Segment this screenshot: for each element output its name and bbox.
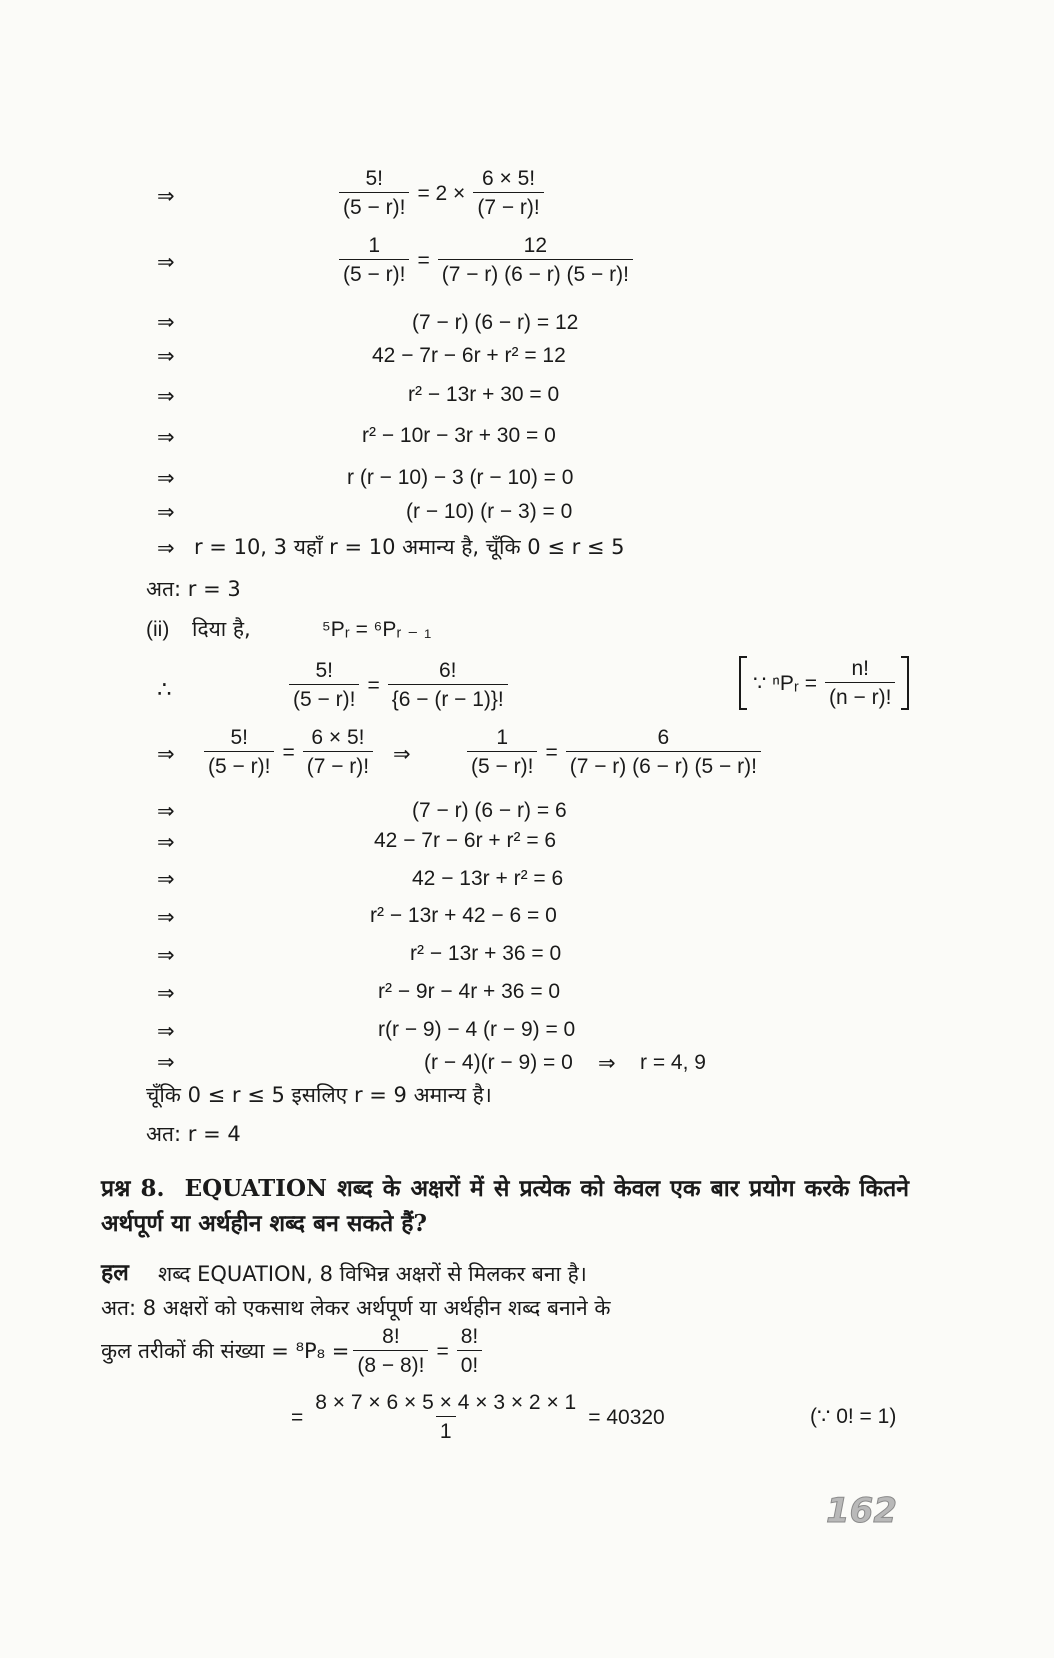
final-note: (∵ 0! = 1) [810, 1405, 897, 1428]
result-line: अत: r = 4 [146, 1122, 241, 1146]
denominator: (n − r)! [825, 682, 895, 708]
numerator: 6 × 5! [311, 726, 365, 749]
numerator: 8! [460, 1325, 479, 1348]
implies-arrow: ⇒ [157, 799, 175, 823]
numerator: 1 [496, 726, 509, 749]
solution-line: अत: 8 अक्षरों को एकसाथ लेकर अर्थपूर्ण या अर्थहीन शब्द बनाने के [101, 1296, 611, 1320]
denominator: (5 − r)! [339, 259, 409, 285]
implies-arrow: ⇒ [157, 1050, 175, 1074]
equation-line [200, 727, 377, 777]
equation-line: 42 − 7r − 6r + r² = 12 [372, 344, 566, 367]
numerator: 5! [315, 659, 333, 682]
numerator: 6 [657, 726, 670, 749]
numerator: 8! [382, 1325, 400, 1348]
operator: = [417, 248, 430, 272]
equation-line: r² − 13r + 42 − 6 = 0 [370, 904, 557, 927]
part-label: (ii) [146, 618, 170, 641]
equation-line: r (r − 10) − 3 (r − 10) = 0 [347, 466, 574, 489]
implies-arrow: ⇒ [157, 536, 175, 560]
denominator: (5 − r)! [467, 751, 537, 777]
operator: = [436, 1339, 449, 1363]
solution-formula [101, 1326, 486, 1376]
equation-line: r² − 13r + 36 = 0 [410, 942, 562, 965]
implies-arrow: ⇒ [157, 344, 175, 368]
operator: = 2 × [417, 181, 466, 205]
denominator: (5 − r)! [204, 751, 274, 777]
formula-bracket [739, 656, 909, 710]
equation-line: (r − 10) (r − 3) = 0 [406, 500, 573, 523]
equation-line [335, 168, 548, 218]
equation-line: 42 − 13r + r² = 6 [412, 867, 564, 890]
equation-line: (r − 4)(r − 9) = 0 [424, 1051, 573, 1074]
equation-line [285, 660, 512, 710]
implies-arrow: ⇒ [157, 500, 175, 524]
equation-line: (7 − r) (6 − r) = 12 [412, 311, 579, 334]
numerator: 1 [368, 234, 381, 257]
denominator: (7 − r) (6 − r) (5 − r)! [566, 751, 761, 777]
implies-arrow: ⇒ [157, 184, 175, 208]
implies-arrow: ⇒ [157, 943, 175, 967]
implies-arrow: ⇒ [157, 1019, 175, 1043]
denominator: 0! [457, 1350, 483, 1376]
implies-arrow: ⇒ [393, 742, 411, 766]
denominator: (7 − r)! [303, 751, 373, 777]
denominator: (8 − 8)! [353, 1350, 428, 1376]
equation-line: r = 4, 9 [640, 1051, 706, 1074]
conclusion-line: r = 10, 3 यहाँ r = 10 अमान्य है, चूँकि 0 ≤ r ≤ 5 [194, 535, 625, 559]
numerator: 6! [438, 659, 457, 682]
numerator: 6 × 5! [481, 167, 536, 190]
given-equation: ⁵Pᵣ = ⁶Pᵣ ₋ ₁ [322, 618, 432, 641]
equation-line: r² − 9r − 4r + 36 = 0 [378, 980, 561, 1003]
operator: = [291, 1405, 304, 1429]
implies-arrow: ⇒ [157, 742, 175, 766]
implies-arrow: ⇒ [157, 830, 175, 854]
equation-line: r² − 10r − 3r + 30 = 0 [362, 424, 556, 447]
equation-line [463, 727, 765, 777]
numerator: 8 × 7 × 6 × 5 × 4 × 3 × 2 × 1 [315, 1391, 577, 1414]
operator: = [367, 673, 380, 697]
solution-line: शब्द EQUATION, 8 विभिन्न अक्षरों से मिलकर बना है। [158, 1262, 587, 1286]
equation-line [335, 235, 637, 285]
implies-arrow: ⇒ [157, 905, 175, 929]
implies-arrow: ⇒ [598, 1051, 616, 1075]
question-block [101, 1172, 909, 1241]
denominator: 1 [436, 1416, 456, 1442]
formula-prefix: कुल तरीकों की संख्या = ⁸P₈ = [101, 1338, 350, 1363]
question-label: प्रश्न 8. [101, 1175, 165, 1202]
implies-arrow: ⇒ [157, 310, 175, 334]
implies-arrow: ⇒ [157, 250, 175, 274]
page-number: 162 [826, 1491, 897, 1531]
equation-line: 42 − 7r − 6r + r² = 6 [374, 829, 557, 852]
solution-label: हल [101, 1260, 129, 1286]
operator: = [545, 740, 558, 764]
denominator: (7 − r) (6 − r) (5 − r)! [438, 259, 633, 285]
result-line: अत: r = 3 [146, 577, 241, 601]
denominator: (7 − r)! [473, 192, 543, 218]
equation-line: (7 − r) (6 − r) = 6 [412, 799, 567, 822]
denominator: {6 − (r − 1)}! [388, 684, 508, 710]
implies-arrow: ⇒ [157, 466, 175, 490]
question-text: EQUATION शब्द के अक्षरों में से प्रत्येक को केवल एक बार प्रयोग करके कितने अर्थपूर्ण या अर्थहीन शब्द बन सकते हैं? [101, 1175, 909, 1237]
note-line: चूँकि 0 ≤ r ≤ 5 इसलिए r = 9 अमान्य है। [146, 1083, 492, 1107]
denominator: (5 − r)! [339, 192, 409, 218]
implies-arrow: ⇒ [157, 981, 175, 1005]
numerator: 5! [365, 167, 383, 190]
given-label: दिया है, [192, 617, 251, 641]
formula-prefix: ∵ ⁿPᵣ = [753, 671, 817, 695]
implies-arrow: ⇒ [157, 425, 175, 449]
denominator: (5 − r)! [289, 684, 359, 710]
operator: = [282, 740, 295, 764]
equation-line: r² − 13r + 30 = 0 [408, 383, 560, 406]
solution-final [287, 1392, 669, 1442]
equation-line: r(r − 9) − 4 (r − 9) = 0 [378, 1018, 576, 1041]
numerator: 12 [523, 234, 548, 257]
implies-arrow: ⇒ [157, 867, 175, 891]
numerator: 5! [230, 726, 248, 749]
implies-arrow: ⇒ [157, 384, 175, 408]
numerator: n! [851, 657, 869, 680]
final-result: = 40320 [588, 1405, 665, 1429]
therefore-symbol: ∴ [157, 676, 172, 702]
